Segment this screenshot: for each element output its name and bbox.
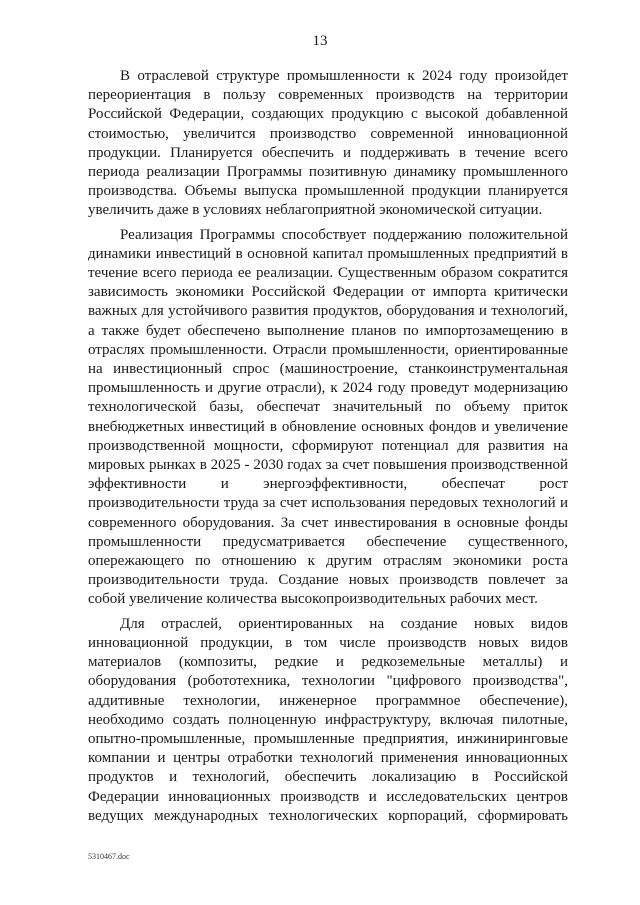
- document-body: [88, 67, 568, 831]
- page-number: 13: [312, 33, 328, 49]
- paragraph-innovative-industries: Для отраслей, ориентированных на создание новых видов инновационной продукции, в том числе производств новых видов материалов (композиты, редкие и редкоземельные металлы) и оборудования (робототехника, технологии "цифрового производства", аддитивные технологии, инженерное программное обеспечение), необходимо создать полноценную инфраструктуру, включая пилотные, опытно-промышленные, промышленные предприятия, инжиниринговые компании и центры отработки технологий применения инновационных продуктов и технологий, обеспечить локализацию в Российской Федерации инновационных производств и исследовательских центров ведущих международных технологических корпораций, сформировать: [88, 615, 568, 824]
- paragraph-industry-structure: В отраслевой структуре промышленности к 2024 году произойдет переориентация в пользу современных производств на территории Российской Федерации, создающих продукцию с высокой добавленной стоимостью, увеличится производство современной инновационной продукции. Планируется обеспечить и поддерживать в течение всего периода реализации Программы позитивную динамику промышленного производства. Объемы выпуска промышленной продукции планируется увеличить даже в условиях неблагоприятной экономической ситуации.: [88, 68, 568, 219]
- document-file-code: 5310467.doc: [88, 852, 130, 861]
- paragraph-program-investment: Реализация Программы способствует поддержанию положительной динамики инвестиций в основной капитал промышленных предприятий в течение всего периода ее реализации. Существенным образом сократится зависимость экономики Российской Федерации от импорта критически важных для устойчивого развития продуктов, оборудования и технологий, а также будет обеспечено выполнение планов по импортозамещению в отраслях промышленности. Отрасли промышленности, ориентированные на инвестиционный спрос (машиностроение, станкоинструментальная промышленность и другие отрасли), к 2024 году проведут модернизацию технологической базы, обеспечат значительный по объему приток внебюджетных инвестиций в обновление основных фондов и увеличение производственной мощности, сформируют потенциал для развития на мировых рынках в 2025 - 2030 годах за счет повышения производственной эффективности и энергоэффективности, обеспечат рост производительности труда за счет использования передовых технологий и современного оборудования. За счет инвестирования в основные фонды промышленности предусматривается обеспечение существенного, опережающего по отношению к другим отраслям экономики роста производительности труда. Создание новых производств повлечет за собой увеличение количества высокопроизводительных рабочих мест.: [88, 226, 568, 608]
